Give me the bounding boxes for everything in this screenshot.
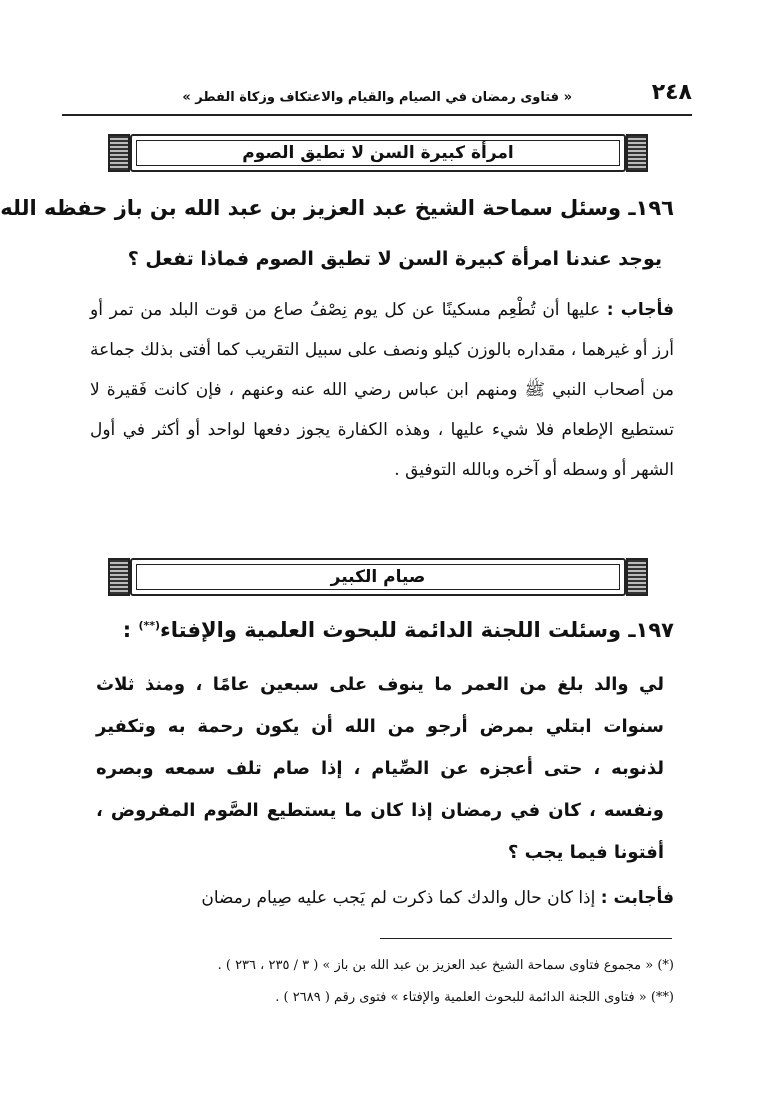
question-197-heading bbox=[123, 618, 674, 642]
question-196-text: يوجد عندنا امرأة كبيرة السن لا تطيق الصوم فماذا تفعل ؟ bbox=[127, 248, 662, 270]
section-banner-elderly-fasting bbox=[130, 558, 626, 596]
answer-text: إذا كان حال والدك كما ذكرت لم يَجب عليه صِيام رمضان bbox=[201, 888, 601, 908]
running-title: « فتاوى رمضان في الصيام والقيام والاعتكاف وزكاة الفطر » bbox=[182, 90, 572, 105]
banner-ornament-left bbox=[108, 134, 130, 172]
answer-label: فأجابت : bbox=[600, 888, 674, 908]
section-title: امرأة كبيرة السن لا تطيق الصوم bbox=[242, 143, 514, 163]
footnote-1: (*) « مجموع فتاوى سماحة الشيخ عبد العزيز بن عبد الله بن باز » ( ٣ / ٢٣٥ ، ٢٣٦ ) . bbox=[217, 958, 674, 973]
answer-196 bbox=[90, 290, 674, 490]
running-header bbox=[62, 80, 692, 116]
answer-197 bbox=[201, 888, 674, 908]
question-heading-text: ١٩٦ـ وسئل سماحة الشيخ عبد العزيز بن عبد الله بن باز حفظه الله bbox=[0, 196, 674, 220]
question-heading-text: ١٩٧ـ وسئلت اللجنة الدائمة للبحوث العلمية والإفتاء bbox=[160, 618, 674, 642]
answer-label: فأجاب : bbox=[606, 300, 675, 320]
banner-ornament-left bbox=[108, 558, 130, 596]
section-banner-elderly-woman bbox=[130, 134, 626, 172]
answer-text: عليها أن تُطْعِم مسكينًا عن كل يوم نِصْفُ صاع من قوت البلد من تمر أو أرز أو غيرهما ، مقداره بالوزن كيلو ونصف على سبيل التقريب كما أفتى بذلك جماعة من أصحاب النبي ﷺ ومنهم ابن عباس رضي الله عنه وعنهم ، فإن كانت فَقيرة لا تستطيع الإطعام فلا شيء عليها ، وهذه الكفارة يجوز دفعها لواحد أو أكثر في أول الشهر أو وسطه أو آخره وبالله التوفيق . bbox=[90, 300, 674, 480]
question-197-text: لي والد بلغ من العمر ما ينوف على سبعين عامًا ، ومنذ ثلاث سنوات ابتلي بمرض أرجو من الله أن يكون رحمة به وتكفير لذنوبه ، حتى أعجزه عن الصِّيام ، إذا صام تلف سمعه وبصره ونفسه ، كان في رمضان إذا كان ما يستطيع الصَّوم المفروض ، أفتونا فيما يجب ؟ bbox=[96, 674, 664, 863]
heading-colon: : bbox=[122, 618, 139, 642]
footnote-2: (**) « فتاوى اللجنة الدائمة للبحوث العلمية والإفتاء » فتوى رقم ( ٢٦٨٩ ) . bbox=[275, 990, 674, 1005]
page-number: ٢٤٨ bbox=[651, 80, 692, 105]
footnote-separator bbox=[380, 938, 672, 939]
footnote-marker: (**) bbox=[138, 619, 161, 632]
banner-ornament-right bbox=[626, 558, 648, 596]
banner-ornament-right bbox=[626, 134, 648, 172]
question-196-heading bbox=[0, 196, 674, 220]
section-title: صيام الكبير bbox=[330, 567, 426, 587]
